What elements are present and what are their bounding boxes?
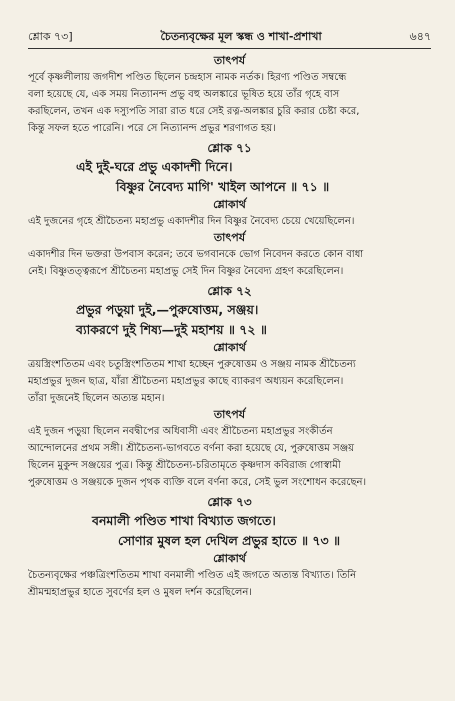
purport-line: পূর্বে কৃষ্ণলীলায় জগদীশ পণ্ডিত ছিলেন চন্দ্রহাস নামক নর্তক। হিরণ্য পণ্ডিত সম্বন্ধে — [28, 72, 347, 83]
purport-line: একাদশীর দিন ভক্তরা উপবাস করেন; তবে ভগবানকে ভোগ নিবেদন করতে কোন বাধা — [28, 249, 364, 260]
verse-line: বিষ্ণুর নৈবেদ্য মাগি' খাইল আপনে ॥ ৭১ ॥ — [116, 179, 330, 194]
verse-line: প্রভুর পড়ুয়া দুই,—পুরুষোত্তম, সঞ্জয়। — [76, 302, 259, 317]
purport-heading: তাৎপর্য — [213, 231, 246, 244]
translation-line: তাঁরা দুজনেই ছিলেন অত্যন্ত মহান। — [28, 393, 165, 404]
header-chapter-title: চৈতন্যবৃক্ষের মূল স্কন্ধ ও শাখা-প্রশাখা — [160, 30, 322, 43]
purport-line: বলা হয়েছে যে, এক সময় নিত্যানন্দ প্রভু বহু অলঙ্কারে ভূষিত হয়ে তাঁর গৃহে বাস — [28, 89, 340, 100]
header-verse-ref: শ্লোক ৭৩] — [28, 30, 73, 43]
translation-line: এই দুজনের গৃহে শ্রীচৈতন্য মহাপ্রভু একাদশীর দিন বিষ্ণুর নৈবেদ্য চেয়ে খেয়েছিলেন। — [28, 216, 355, 227]
purport-line: এই দুজন পড়ুয়া ছিলেন নবদ্বীপের অধিবাসী এবং শ্রীচৈতন্য মহাপ্রভুর সংকীর্তন — [28, 426, 333, 437]
translation-line: চৈতন্যবৃক্ষের পঞ্চত্রিংশতিতম শাখা বনমালী পণ্ডিত এই জগতে অত্যন্ত বিখ্যাত। তিনি — [28, 570, 357, 581]
purport-line: আন্দোলনের প্রথম সঙ্গী। শ্রীচৈতন্য-ভাগবতে বর্ণনা করা হয়েছে যে, পুরুষোত্তম সঞ্জয় — [28, 443, 355, 454]
purport-line: পুরুষোত্তম ও সঞ্জয়কে দুজন পৃথক ব্যক্তি বলে বর্ণনা করে, সেই ভুল সংশোধন করেছেন। — [28, 477, 367, 488]
translation-heading: শ্লোকার্থ — [213, 341, 246, 354]
verse-line: ব্যাকরণে দুই শিষ্য—দুই মহাশয় ॥ ৭২ ॥ — [76, 322, 267, 337]
purport-line: ছিলেন মুকুন্দ সঞ্জয়ের পুত্র। কিন্তু শ্রীচৈতন্য-চরিতামৃতে কৃষ্ণদাস কবিরাজ গোস্বামী — [28, 460, 341, 471]
verse-line: বনমালী পণ্ডিত শাখা বিখ্যাত জগতে। — [92, 513, 276, 528]
purport-line: করছিলেন, তখন এক দস্যুপতি সারা রাত ধরে সেই রত্ন-অলঙ্কার চুরি করার চেষ্টা করে, — [28, 106, 360, 117]
verse-number: শ্লোক ৭১ — [207, 141, 252, 155]
translation-heading: শ্লোকার্থ — [213, 552, 246, 565]
running-header — [28, 28, 431, 46]
verse-line: এই দুই-ঘরে প্রভু একাদশী দিনে। — [76, 159, 233, 174]
purport-line: নেই। বিষ্ণুতত্ত্বরূপে শ্রীচৈতন্য মহাপ্রভু সেই দিন বিষ্ণুর নৈবেদ্য গ্রহণ করেছিলেন। — [28, 266, 344, 277]
purport-heading: তাৎপর্য — [213, 54, 246, 67]
translation-line: মহাপ্রভুর দুজন ছাত্র, যাঁরা শ্রীচৈতন্য মহাপ্রভুর কাছে ব্যাকরণ অধ্যয়ন করেছিলেন। — [28, 376, 344, 387]
header-page-number: ৬৪৭ — [409, 30, 431, 43]
verse-number: শ্লোক ৭২ — [207, 284, 252, 298]
translation-line: ত্রয়স্ত্রিংশতিতম এবং চতুস্ত্রিংশতিতম শাখা হচ্ছেন পুরুষোত্তম ও সঞ্জয় নামক শ্রীচৈতন্য — [28, 359, 356, 370]
verse-number: শ্লোক ৭৩ — [207, 495, 252, 509]
purport-heading: তাৎপর্য — [213, 408, 246, 421]
translation-line: শ্রীমন্মহাপ্রভুর হাতে সুবর্ণের হল ও মুষল দর্শন করেছিলেন। — [28, 587, 252, 598]
verse-line: সোণার মুষল হল দেখিল প্রভুর হাতে ॥ ৭৩ ॥ — [118, 533, 341, 548]
translation-heading: শ্লোকার্থ — [213, 198, 246, 211]
purport-line: কিন্তু সফল হতে পারেনি। পরে সে নিত্যানন্দ প্রভুর শরণাগত হয়। — [28, 123, 276, 134]
